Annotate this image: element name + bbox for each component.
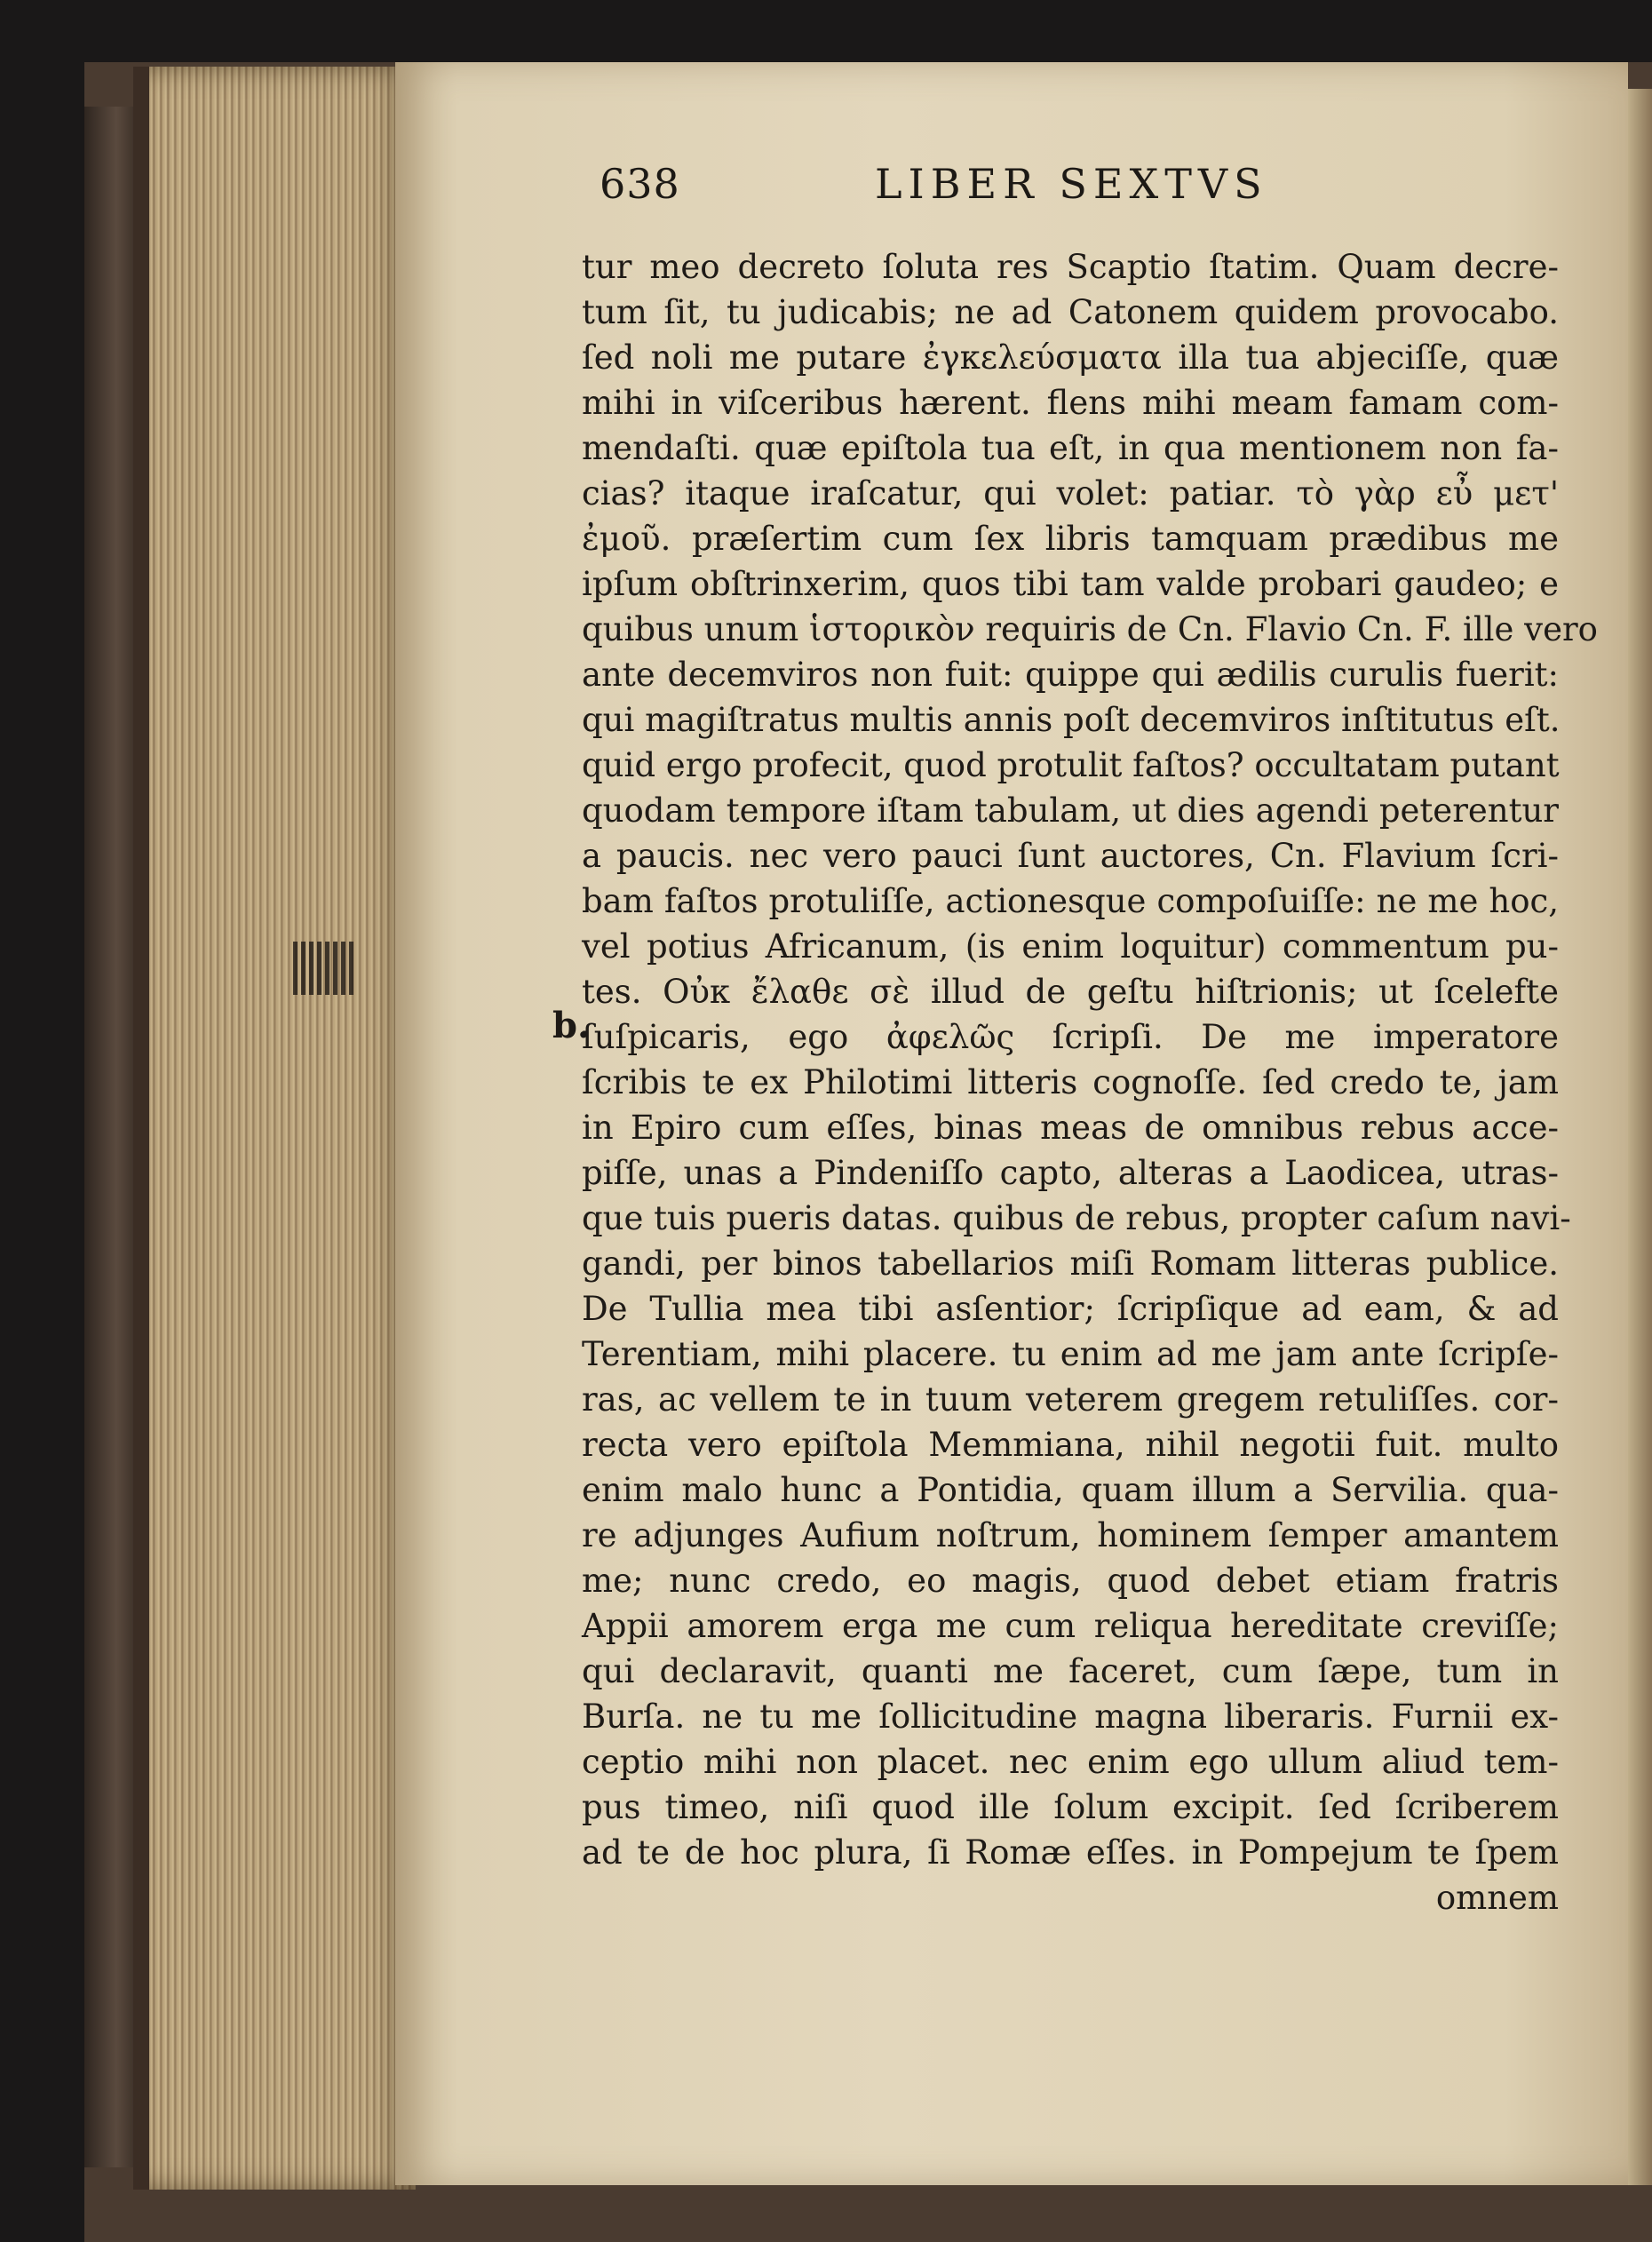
text-line: gandi, per binos tabellarios miſi Romam litteras publice. <box>582 1244 1559 1283</box>
running-title: LIBER SEXTVS <box>875 160 1268 208</box>
text-line: bam faſtos protuliſſe, actionesque compoſuiſſe: ne me hoc, <box>582 882 1559 920</box>
page-edges <box>133 67 416 2190</box>
text-line: qui declaravit, quanti me faceret, cum ſæpe, tum in <box>582 1652 1559 1690</box>
margin-note: b. <box>552 1005 590 1046</box>
text-line: ipſum obſtrinxerim, quos tibi tam valde probari gaudeo; e <box>582 565 1559 603</box>
text-line: ante decemviros non fuit: quippe qui ædilis curulis fuerit: <box>582 656 1559 694</box>
text-line: que tuis pueris datas. quibus de rebus, propter caſum navi- <box>582 1199 1571 1237</box>
text-line: a paucis. nec vero pauci ſunt auctores, Cn. Flavium ſcri- <box>582 837 1559 875</box>
text-line: cias? itaque iraſcatur, qui volet: patiar. τὸ γὰρ εὖ μετ' <box>582 474 1559 513</box>
text-line: ras, ac vellem te in tuum veterem gregem retuliſſes. cor- <box>582 1380 1559 1419</box>
catchword: omnem <box>1435 1879 1559 1917</box>
body-text <box>582 244 1598 1920</box>
facing-page-edge <box>1628 89 1652 2185</box>
book-spine <box>84 107 138 2167</box>
page-number: 638 <box>600 160 680 208</box>
text-line: recta vero epiſtola Memmiana, nihil negotii fuit. multo <box>582 1426 1559 1464</box>
text-line: ſuſpicaris, ego ἀφελῶς ſcripſi. De me imperatore <box>582 1018 1559 1056</box>
text-line: quibus unum ἱστορικὸν requiris de Cn. Flavio Cn. F. ille vero <box>582 610 1598 648</box>
text-line: qui magiſtratus multis annis poſt decemviros inſtitutus eſt. <box>582 701 1561 739</box>
text-line: re adjunges Aufium noſtrum, hominem ſemper amantem <box>582 1516 1559 1554</box>
text-line: Burſa. ne tu me ſollicitudine magna liberaris. Furnii ex- <box>582 1697 1559 1736</box>
text-line: mihi in viſceribus hærent. flens mihi meam famam com- <box>582 384 1559 422</box>
text-line: ad te de hoc plura, ſi Romæ eſſes. in Pompejum te ſpem <box>582 1833 1559 1872</box>
text-line: me; nunc credo, eo magis, quod debet etiam fratris <box>582 1562 1559 1600</box>
text-line: quid ergo profecit, quod protulit faſtos? occultatam putant <box>582 746 1560 784</box>
text-line: De Tullia mea tibi asſentior; ſcripſique ad eam, & ad <box>582 1290 1559 1328</box>
text-line: Terentiam, mihi placere. tu enim ad me jam ante ſcripſe- <box>582 1335 1559 1373</box>
text-line: mendaſti. quæ epiſtola tua eſt, in qua mentionem non fa- <box>582 429 1559 467</box>
text-line: ceptio mihi non placet. nec enim ego ullum aliud tem- <box>582 1743 1559 1781</box>
text-line: Appii amorem erga me cum reliqua hereditate creviſſe; <box>582 1607 1559 1645</box>
text-line: tum ſit, tu judicabis; ne ad Catonem quidem provocabo. <box>582 293 1559 331</box>
text-line: ſcribis te ex Philotimi litteris cognoſſe. ſed credo te, jam <box>582 1063 1559 1101</box>
text-line: pus timeo, niſi quod ille ſolum excipit. ſed ſcriberem <box>582 1788 1559 1826</box>
text-line: quodam tempore iſtam tabulam, ut dies agendi peterentur <box>582 791 1559 830</box>
text-line: enim malo hunc a Pontidia, quam illum a Servilia. qua- <box>582 1471 1559 1509</box>
text-line: vel potius Africanum, (is enim loquitur) commentum pu- <box>582 927 1559 966</box>
margin-ink-mark <box>293 942 355 995</box>
text-line: ſed noli me putare ἐγκελεύσματα illa tua abjeciſſe, quæ <box>582 338 1559 377</box>
text-line: tes. Οὐκ ἔλαθε σὲ illud de geſtu hiſtrionis; ut ſcelefte <box>582 973 1559 1011</box>
text-line: tur meo decreto ſoluta res Scaptio ſtatim. Quam decre- <box>582 248 1559 286</box>
text-line: ἐμοῦ. præſertim cum ſex libris tamquam prædibus me <box>582 520 1559 558</box>
page-header <box>600 160 1559 222</box>
text-line: in Epiro cum eſſes, binas meas de omnibus rebus acce- <box>582 1109 1559 1147</box>
text-line: piſſe, unas a Pindeniſſo capto, alteras a Laodicea, utras- <box>582 1154 1559 1192</box>
